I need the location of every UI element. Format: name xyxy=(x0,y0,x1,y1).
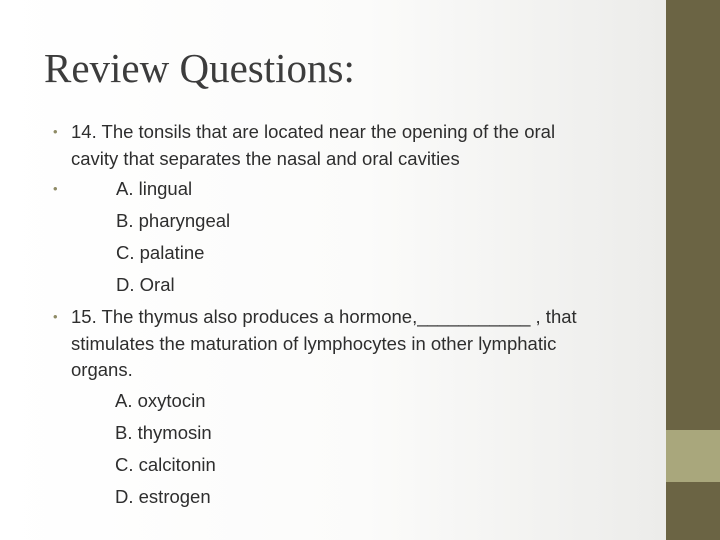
question-14-line-2: cavity that separates the nasal and oral cavities xyxy=(71,148,460,169)
q14-option-a: A. lingual xyxy=(116,178,193,199)
q15-option-c: C. calcitonin xyxy=(115,454,216,475)
side-bar-bottom xyxy=(666,482,720,540)
bullet-icon: • xyxy=(53,124,58,139)
q14-option-d: D. Oral xyxy=(116,274,175,295)
q15-option-d: D. estrogen xyxy=(115,486,211,507)
bullet-icon: • xyxy=(53,309,58,324)
q15-option-b: B. thymosin xyxy=(115,422,212,443)
question-15-line-2: stimulates the maturation of lymphocytes in other lymphatic xyxy=(71,333,557,354)
side-bar xyxy=(666,0,720,430)
question-15-line-1: 15. The thymus also produces a hormone,___________ , that xyxy=(71,306,577,327)
question-15-line-3: organs. xyxy=(71,359,133,380)
slide-title: Review Questions: xyxy=(44,45,355,91)
question-14-line-1: 14. The tonsils that are located near the opening of the oral xyxy=(71,121,556,142)
bullet-icon: • xyxy=(53,181,58,196)
q15-option-a: A. oxytocin xyxy=(115,390,206,411)
side-accent-block xyxy=(666,430,720,482)
q14-option-b: B. pharyngeal xyxy=(116,210,231,231)
q14-option-c: C. palatine xyxy=(116,242,205,263)
